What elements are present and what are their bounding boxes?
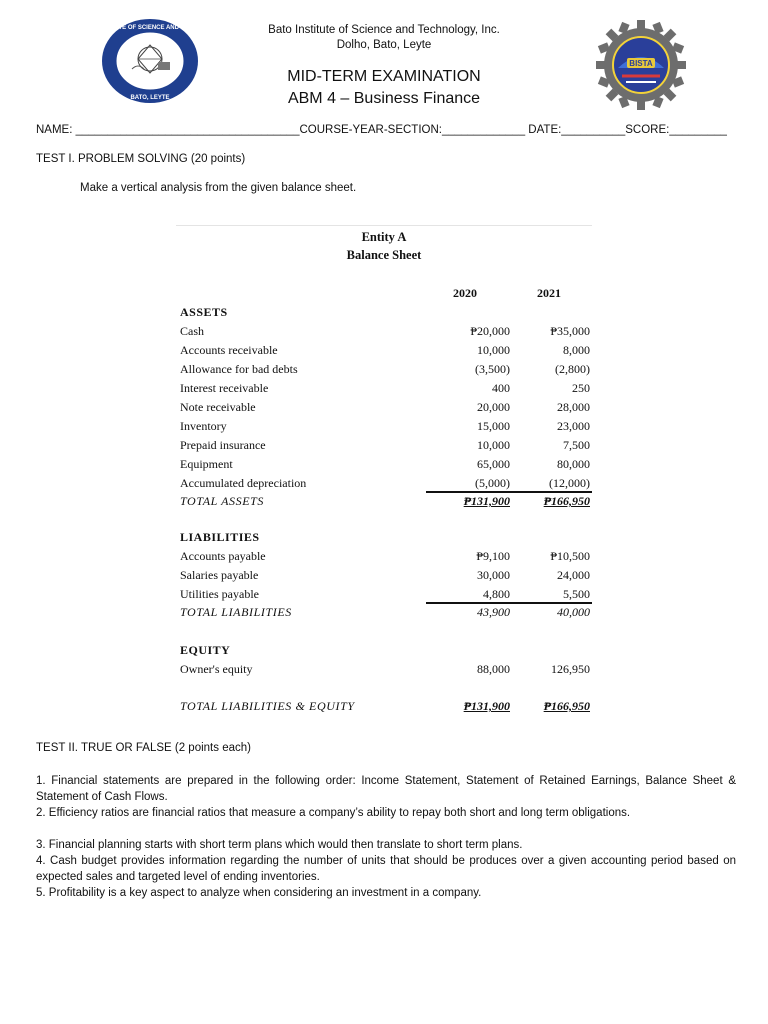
value-2021: ₱166,950: [543, 494, 590, 508]
value-2021: 80,000: [557, 457, 590, 471]
logo-left-bottom-text: BATO, LEYTE: [130, 95, 170, 101]
row-inventory: [180, 419, 592, 438]
row-label: Equipment: [180, 457, 233, 471]
value-2021: ₱35,000: [550, 324, 590, 338]
entity-name: Entity A: [361, 230, 407, 244]
year-2021-header: 2021: [537, 286, 561, 300]
row-label: LIABILITIES: [180, 530, 260, 544]
value-2021: 23,000: [557, 419, 590, 433]
subject-title: ABM 4 – Business Finance: [287, 90, 481, 107]
total-assets-rule: [426, 491, 592, 493]
row-label: EQUITY: [180, 643, 231, 657]
value-2021: ₱10,500: [550, 549, 590, 563]
value-2020: 30,000: [477, 568, 510, 582]
row-prepaid-insurance: [180, 438, 592, 457]
test1-heading: TEST I. PROBLEM SOLVING (20 points): [36, 153, 246, 165]
total-liabilities-rule: [426, 602, 592, 604]
row-total-liabilities-equity: [180, 699, 592, 718]
value-2021: 24,000: [557, 568, 590, 582]
institution-name: Bato Institute of Science and Technology, Inc.: [268, 24, 500, 36]
row-total-liabilities: [180, 605, 592, 624]
value-2021: 8,000: [563, 343, 590, 357]
value-2020: (3,500): [475, 362, 510, 376]
value-2021: 28,000: [557, 400, 590, 414]
row-label: Utilities payable: [180, 587, 259, 601]
value-2020: 20,000: [477, 400, 510, 414]
value-2021: ₱166,950: [543, 699, 590, 713]
value-2020: 4,800: [483, 587, 510, 601]
value-2020: (5,000): [475, 476, 510, 490]
section-equity: [180, 643, 592, 662]
row-accounts-payable: [180, 549, 592, 568]
test1-instruction: Make a vertical analysis from the given balance sheet.: [80, 182, 357, 194]
value-2020: 15,000: [477, 419, 510, 433]
row-total-assets: [180, 494, 592, 513]
value-2021: 126,950: [551, 662, 590, 676]
row-label: TOTAL ASSETS: [180, 494, 265, 508]
value-2020: 400: [492, 381, 510, 395]
row-label: Interest receivable: [180, 381, 269, 395]
value-2020: ₱131,900: [463, 494, 510, 508]
exam-title: MID-TERM EXAMINATION: [287, 68, 481, 85]
value-2021: 40,000: [557, 605, 590, 619]
row-equipment: [180, 457, 592, 476]
true-false-item-5: 5. Profitability is a key aspect to analyze when considering an investment in a company.: [36, 887, 482, 899]
row-label: TOTAL LIABILITIES & EQUITY: [180, 699, 355, 713]
row-label: Owner's equity: [180, 662, 253, 676]
logo-right-text: BISTA: [629, 59, 653, 68]
test2-heading: TEST II. TRUE OR FALSE (2 points each): [36, 742, 251, 754]
row-label: Prepaid insurance: [180, 438, 266, 452]
row-label: TOTAL LIABILITIES: [180, 605, 292, 619]
value-2021: 7,500: [563, 438, 590, 452]
logo-left-ring-text: BATO INSTITUTE OF SCIENCE AND TECHNOLOGY: [77, 25, 223, 31]
section-assets: [180, 305, 592, 324]
institution-address: Dolho, Bato, Leyte: [336, 39, 432, 51]
value-2020: ₱131,900: [463, 699, 510, 713]
row-label: Cash: [180, 324, 204, 338]
value-2020: 65,000: [477, 457, 510, 471]
row-label: Inventory: [180, 419, 227, 433]
student-info-line: NAME: ___________________________________COURSE-YEAR-SECTION:_____________ DATE:__________SCORE:_________: [36, 124, 727, 136]
balance-sheet: [176, 225, 592, 725]
row-allowance-bad-debts: [180, 362, 592, 381]
row-label: Accounts receivable: [180, 343, 278, 357]
row-label: Note receivable: [180, 400, 256, 414]
row-accounts-receivable: [180, 343, 592, 362]
value-2020: 43,900: [477, 605, 510, 619]
value-2020: ₱20,000: [470, 324, 510, 338]
row-label: Accounts payable: [180, 549, 266, 563]
value-2021: 5,500: [563, 587, 590, 601]
value-2020: 88,000: [477, 662, 510, 676]
value-2021: 250: [572, 381, 590, 395]
year-2020-header: 2020: [453, 286, 477, 300]
row-label: ASSETS: [180, 305, 228, 319]
value-2020: 10,000: [477, 343, 510, 357]
row-label: Allowance for bad debts: [180, 362, 298, 376]
value-2020: ₱9,100: [476, 549, 510, 563]
value-2020: 10,000: [477, 438, 510, 452]
balance-sheet-title: Balance Sheet: [346, 248, 422, 262]
true-false-item-2: 2. Efficiency ratios are financial ratios that measure a company’s ability to repay both short and long term obligations.: [36, 807, 631, 819]
row-interest-receivable: [180, 381, 592, 400]
row-label: Salaries payable: [180, 568, 259, 582]
value-2021: (12,000): [549, 476, 590, 490]
row-cash: [180, 324, 592, 343]
true-false-item-4: 4. Cash budget provides information regarding the number of units that should be produces over a given accounting period based on expected sales and targeted level of ending inventories.: [36, 855, 736, 883]
section-liabilities: [180, 530, 592, 549]
row-label: Accumulated depreciation: [180, 476, 307, 490]
true-false-item-3: 3. Financial planning starts with short term plans which would then translate to short term plans.: [36, 839, 523, 851]
row-owners-equity: [180, 662, 592, 681]
row-note-receivable: [180, 400, 592, 419]
row-salaries-payable: [180, 568, 592, 587]
true-false-item-1: 1. Financial statements are prepared in the following order: Income Statement, Statement of Retained Earnings, Balance Sheet & Statement of Cash Flows.: [36, 775, 736, 803]
value-2021: (2,800): [555, 362, 590, 376]
